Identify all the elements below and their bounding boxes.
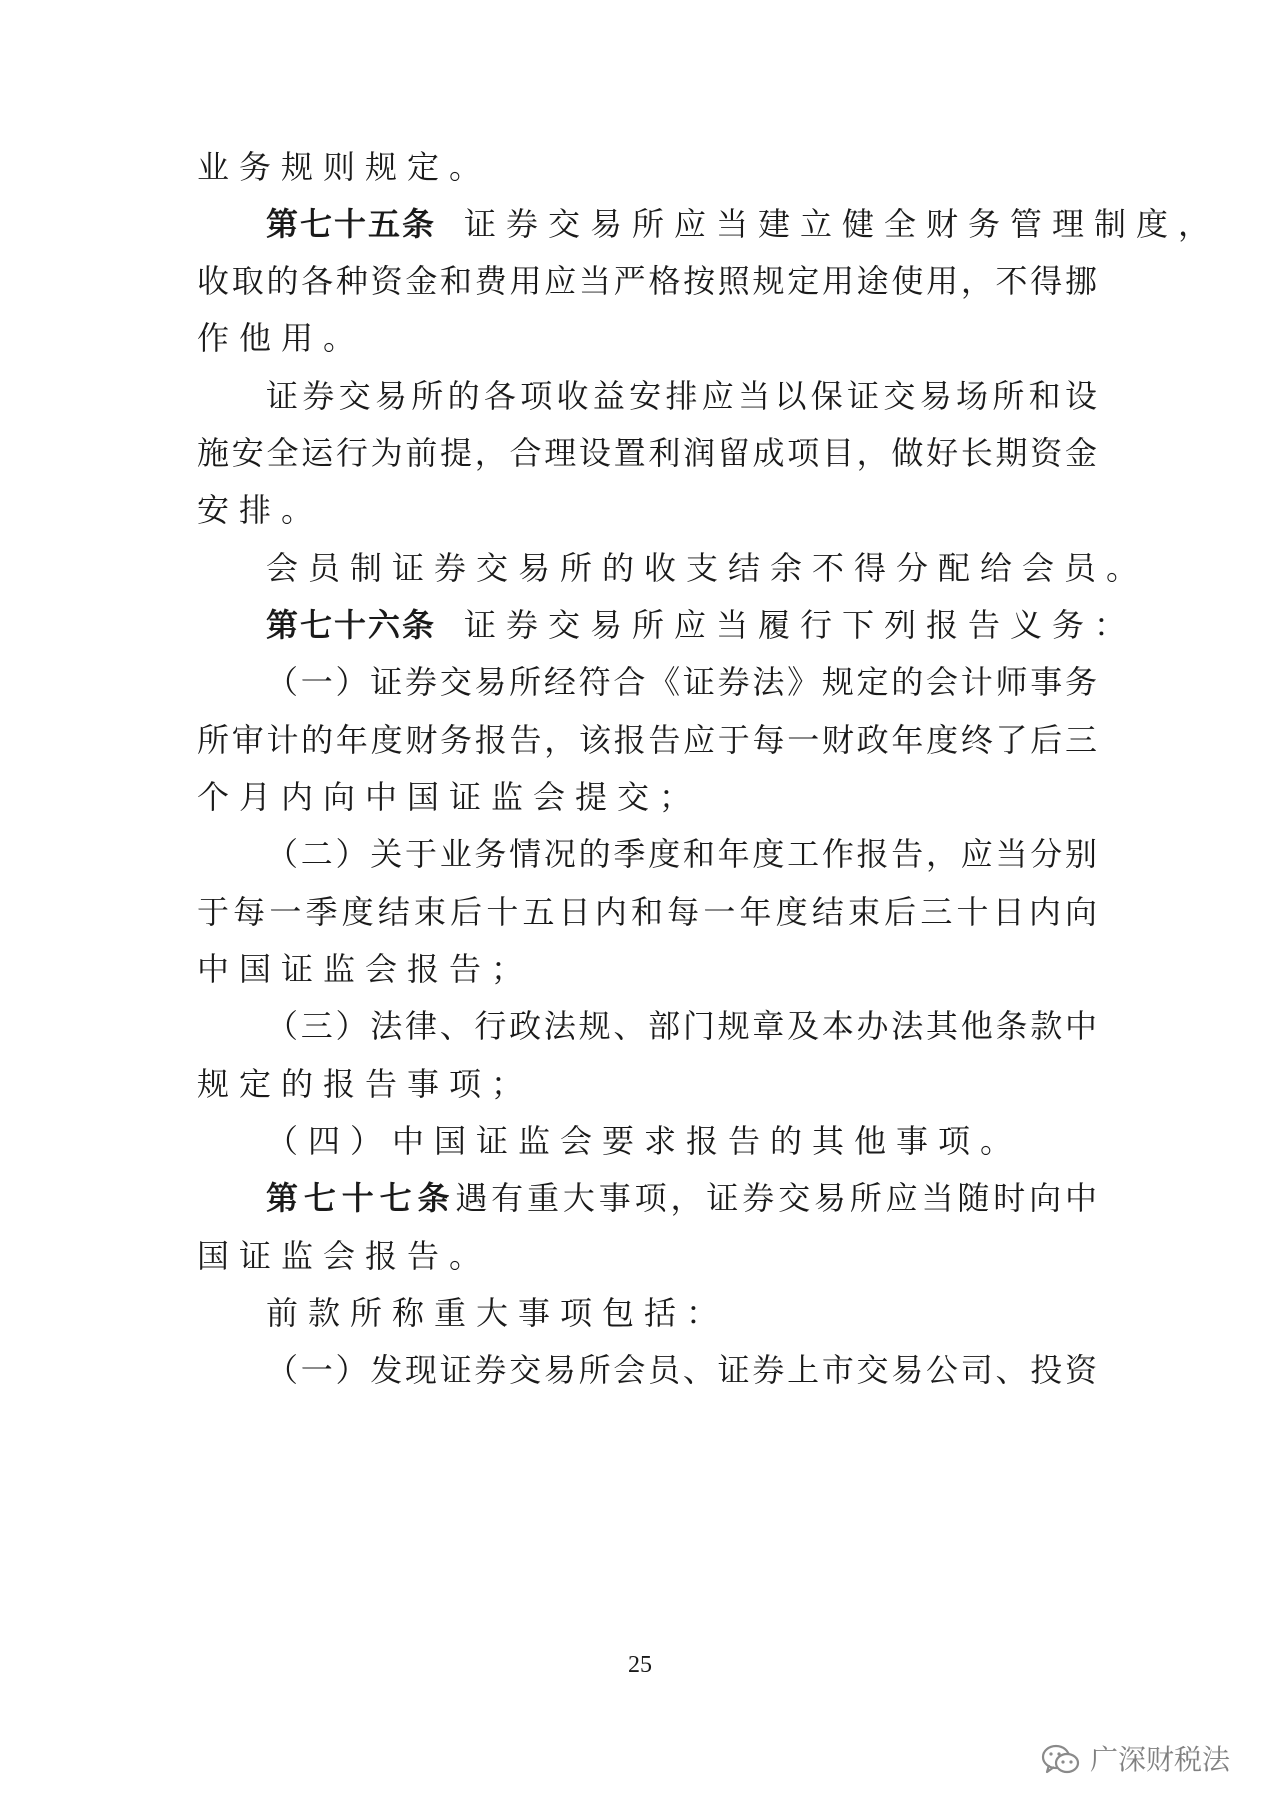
text-line: （三）法律、行政法规、部门规章及本办法其他条款中 bbox=[266, 1007, 1097, 1045]
watermark-text: 广深财税法 bbox=[1090, 1743, 1231, 1776]
text-line: 前款所称重大事项包括： bbox=[266, 1294, 729, 1332]
text-line: （一）发现证券交易所会员、证券上市交易公司、投资 bbox=[266, 1351, 1097, 1389]
article-label: 第七十六条 bbox=[266, 606, 437, 644]
text-line: 遇有重大事项，证券交易所应当随时向中 bbox=[455, 1179, 1097, 1217]
text-line: 施安全运行为前提，合理设置利润留成项目，做好长期资金 bbox=[197, 434, 1097, 472]
text-line: （四）中国证监会要求报告的其他事项。 bbox=[266, 1122, 1023, 1160]
article-75-heading-line bbox=[266, 204, 1221, 244]
page-number: 25 bbox=[628, 1652, 652, 1678]
text-line: 收取的各种资金和费用应当严格按照规定用途使用，不得挪 bbox=[197, 262, 1097, 300]
article-label: 第七十七条 bbox=[266, 1179, 456, 1217]
wechat-official-account-icon bbox=[1040, 1743, 1080, 1777]
text-line: 个月内向中国证监会提交； bbox=[197, 778, 702, 816]
text-line: 国证监会报告。 bbox=[197, 1237, 492, 1275]
text-line: 业务规则规定。 bbox=[197, 148, 492, 186]
text-line: 安排。 bbox=[197, 491, 324, 529]
article-77-heading-line bbox=[266, 1178, 1097, 1218]
text-line: （一）证券交易所经符合《证券法》规定的会计师事务 bbox=[266, 663, 1097, 701]
text-line: 所审计的年度财务报告，该报告应于每一财政年度终了后三 bbox=[197, 721, 1097, 759]
text-line: 证券交易所应当履行下列报告义务： bbox=[464, 606, 1137, 644]
watermark bbox=[1040, 1738, 1230, 1782]
text-line: （二）关于业务情况的季度和年度工作报告，应当分别 bbox=[266, 835, 1097, 873]
text-line: 作他用。 bbox=[197, 319, 366, 357]
text-line: 证券交易所应当建立健全财务管理制度， bbox=[464, 205, 1221, 243]
text-line: 于每一季度结束后十五日内和每一年度结束后三十日内向 bbox=[197, 893, 1097, 931]
text-line: 规定的报告事项； bbox=[197, 1065, 534, 1103]
text-line: 证券交易所的各项收益安排应当以保证交易场所和设 bbox=[266, 377, 1097, 415]
text-line: 会员制证券交易所的收支结余不得分配给会员。 bbox=[266, 549, 1149, 587]
article-label: 第七十五条 bbox=[266, 205, 437, 243]
article-76-heading-line bbox=[266, 605, 1137, 645]
text-line: 中国证监会报告； bbox=[197, 950, 534, 988]
